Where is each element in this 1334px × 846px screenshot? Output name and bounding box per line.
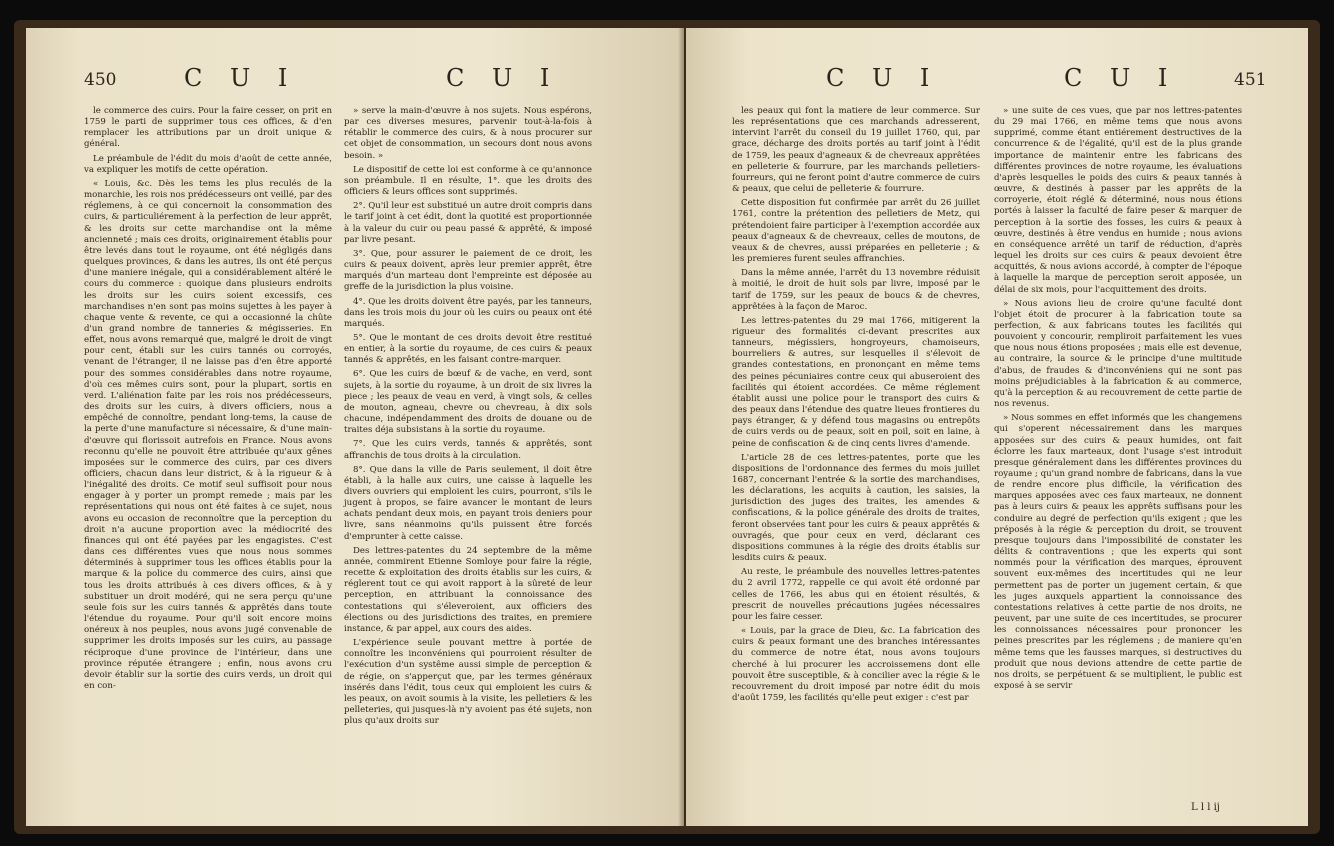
paragraph: « Louis, par la grace de Dieu, &c. La fabrication des cuirs & peaux formant une des branches intéressantes du commerce de notre état, nous avons toujours cherché à lui procurer les accroissemens dont elle pouvoit être susceptible, & à concilier avec la régie & le recouvrement du droit imposé par notre édit du mois d'août 1759, les facilités qu'elle peut exiger : c'est par bbox=[732, 626, 980, 703]
paragraph: les peaux qui font la matiere de leur commerce. Sur les représentations que ces marchands adresserent, intervint l'arrêt du conseil du 19 juillet 1760, qui, par grace, décharge des droits portés au tarif joint à l'édit de 1759, les peaux d'agneaux & de chevreaux apprêtées en pelleterie & fourrure, par les marchands pelletiers-fourreurs, qui ne feront point d'autre commerce de cuirs & peaux, que celui de pelleterie & fourrure. bbox=[732, 106, 980, 195]
left-page-header bbox=[26, 64, 684, 100]
paragraph: » Nous avions lieu de croire qu'une faculté dont l'objet étoit de procurer à la fabrication toute sa perfection, & aux fabricans toutes les facilités qui pouvoient y concourir, rempliroit parfaitement les vues que nous nous étions proposées ; mais elle est devenue, au contraire, la source & le principe d'une multitude d'abus, de fraudes & d'inconvéniens qui ne sont pas moins préjudiciables à la fabrication & au commerce, qu'à la perception & au recouvrement de cette partie de nos revenus. bbox=[994, 298, 1242, 410]
paragraph: Les lettres-patentes du 29 mai 1766, mitigerent la rigueur des formalités ci-devant prescrites aux tanneurs, mégissiers, hongroyeurs, chamoiseurs, bourreliers & autres, sur lesquelles il s'élevoit de grandes contestations, en prononçant en même tems des peines pécuniaires contre ceux qui abuseroient des facilités qui étoient accordées. Ce même réglement établit aussi une police pour le transport des cuirs & des peaux dans l'étendue des quatre lieues frontieres du pays étranger, & y défend tous magasins ou entrepôts de cuirs verds ou de peaux, soit en poil, soit en laine, à peine de confiscation & de cinq cents livres d'amende. bbox=[732, 315, 980, 449]
paragraph: Au reste, le préambule des nouvelles lettres-patentes du 2 avril 1772, rappelle ce qui avoit été ordonné par celles de 1766, les abus qui en étoient résultés, & prescrit de nouvelles précautions jugées nécessaires pour les faire cesser. bbox=[732, 567, 980, 622]
paragraph: 6°. Que les cuirs de bœuf & de vache, en verd, sont sujets, à la sortie du royaume, à un droit de six livres la piece ; les peaux de veau en verd, à vingt sols, & celles de mouton, agneau, chevre ou chevreau, à dix sols chacune, indépendamment des droits de douane ou de traites déja subsistans à la sortie du royaume. bbox=[344, 369, 592, 436]
paragraph: 2°. Qu'il leur est substitué un autre droit compris dans le tarif joint à cet édit, dont la quotité est proportionnée à la valeur du cuir ou peau passé & apprêté, & imposé par livre pesant. bbox=[344, 201, 592, 245]
paragraph: Le préambule de l'édit du mois d'août de cette année, va expliquer les motifs de cette opération. bbox=[84, 153, 332, 175]
paragraph: 3°. Que, pour assurer le paiement de ce droit, les cuirs & peaux doivent, après leur premier apprêt, être marqués d'un marteau dont l'empreinte est déposée au greffe de la jurisdiction la plus voisine. bbox=[344, 248, 592, 293]
column-paragraphs bbox=[994, 106, 1242, 692]
paragraph: » Nous sommes en effet informés que les changemens qui s'operent nécessairement dans les marques apposées sur des cuirs & peaux humides, ont fait éclorre les faux marteaux, dont l'usage s'est introduit presque généralement dans les différentes provinces du royaume ; qu'un grand nombre de fabricans, dans la vue de rendre encore plus difficile, la vérification des marques apposées avec ces faux marteaux, ne donnent pas à leurs cuirs & peaux les apprêts suffisans pour les conduire au degré de perfection qu'ils exigent ; que les préposés à la régie & perception du droit, se trouvent presque toujours dans l'impossibilité de constater les délits & contraventions ; que les experts qui sont nommés pour la vérification des marques, éprouvent souvent eux-mêmes des incertitudes qui ne leur permettent pas de porter un jugement certain, & que les juges auxquels appartient la connoissance des contestations relatives à cette partie de nos droits, ne peuvent, par une suite de ces incertitudes, se procurer les connoissances nécessaires pour prononcer les peines prescrites par les réglemens ; de maniere qu'en même tems que les fausses marques, si destructives du produit que nous devions attendre de cette partie de nos droits, se perpétuent & se multiplient, le public est exposé à se servir bbox=[994, 413, 1242, 691]
paragraph: L'expérience seule pouvant mettre à portée de connoître les inconvéniens qui pourroient résulter de l'exécution d'un systême aussi simple de perception & de régie, on s'apperçut que, par les termes généraux insérés dans l'édit, tous ceux qui emploient les cuirs & les peaux, on avoit soumis à la visite, les pelletiers & les pelleteries, qui jusques-là n'y avoient pas été sujets, non plus qu'aux droits sur bbox=[344, 638, 592, 727]
paragraph: » serve la main-d'œuvre à nos sujets. Nous espérons, par ces diverses mesures, parvenir tout-à-la-fois à rétablir le commerce des cuirs, & à nous procurer sur cet objet de consommation, un secours dont nous avons besoin. » bbox=[344, 106, 592, 161]
text-column bbox=[732, 106, 980, 707]
column-paragraphs bbox=[84, 106, 332, 692]
column-paragraphs bbox=[732, 106, 980, 704]
paragraph: « Louis, &c. Dès les tems les plus reculés de la monarchie, les rois nos prédécesseurs ont veillé, par des réglemens, à ce qui concernoit la consommation des cuirs, & particuliérement à la perfection de leur apprêt, & les droits sur cette marchandise ont la même ancienneté ; mais ces droits, originairement établis pour être levés dans tout le royaume, ont été négligés dans quelques provinces, & dans les autres, ils ont été perçus d'une maniere inégale, qui a considérablement altéré le cours du commerce : quoique dans plusieurs endroits les droits sur les cuirs soient excessifs, ces marchandises n'en sont pas moins sujettes à les payer à chaque vente & revente, ce qui a occasionné la chûte d'un grand nombre de tanneries & mégisseries. En effet, nous avons remarqué que, malgré le droit de vingt pour cent, établi sur les cuirs tannés ou corroyés, venant de l'étranger, il ne laisse pas d'en être apporté pour des sommes considérables dans notre royaume, d'où ces mêmes cuirs sont, pour la plupart, sortis en verd. L'aliénation faite par les rois nos prédécesseurs, des droits sur les cuirs, à divers officiers, nous a empêché de connoître, pendant long-tems, la cause de la perte d'une manufacture si nécessaire, & d'une main-d'œuvre qui florissoit autrefois en France. Nous avons reconnu qu'elle ne pouvoit être attribuée qu'aux gênes imposées sur le commerce des cuirs, par ces divers officiers, chacun dans leur district, & à la rigueur & à l'inégalité des droits. Ce motif seul suffisoit pour nous engager à y porter un prompt remede ; mais par les représentations qui nous ont été faites à ce sujet, nous avons eu occasion de reconnoître que la perception du droit n'a aucune proportion avec la médiocrité des finances qui ont été payées par les engagistes. C'est dans ces différentes vues que nous nous sommes déterminés à supprimer tous les offices établis pour la marque & la police du commerce des cuirs, ainsi que tous les droits attribués à ces divers offices, & à y substituer un droit modéré, qui ne sera perçu qu'une seule fois sur les cuirs tannés & apprêtés dans toute l'étendue du royaume. Pour qu'il soit encore moins onéreux à nos peuples, nous avons jugé convenable de supprimer les droits imposés sur les cuirs, au passage réciproque d'une province de l'intérieur, dans une province réputée étrangere ; enfin, nous avons cru devoir établir sur la sortie des cuirs verds, un droit qui en con- bbox=[84, 178, 332, 691]
page-signature: L l l ij bbox=[1191, 802, 1220, 813]
page-number: 450 bbox=[84, 70, 117, 90]
paragraph: Cette disposition fut confirmée par arrêt du 26 juillet 1761, contre la prétention des pelletiers de Metz, qui prétendoient faire participer à l'exemption accordée aux peaux d'agneaux & de chevreaux, celles de moutons, de veaux & de chevres, aussi préparées en pelleterie ; & les premieres furent seules affranchies. bbox=[732, 198, 980, 265]
text-column bbox=[994, 106, 1242, 695]
running-head: C U I bbox=[1064, 64, 1178, 92]
paragraph: 7°. Que les cuirs verds, tannés & apprêtés, sont affranchis de tous droits à la circulation. bbox=[344, 439, 592, 461]
text-column bbox=[84, 106, 332, 695]
left-page bbox=[26, 28, 684, 826]
paragraph: L'article 28 de ces lettres-patentes, porte que les dispositions de l'ordonnance des fermes du mois juillet 1687, concernant l'entrée & la sortie des marchandises, les déclarations, les acquits à caution, les saisies, la jurisdiction des juges des traites, les amendes & confiscations, & la police générale des droits de traites, feront observées tant pour les cuirs & peaux apprêtés & ouvragés, que pour ceux en verd, déclarant ces dispositions communes à la régie des droits établis sur lesdits cuirs & peaux. bbox=[732, 452, 980, 564]
paragraph: Dans la même année, l'arrêt du 13 novembre réduisit à moitié, le droit de huit sols par livre, imposé par le tarif de 1759, sur les peaux de boucs & de chevres, apprêtées à la façon de Maroc. bbox=[732, 268, 980, 312]
column-paragraphs bbox=[344, 106, 592, 727]
page-number: 451 bbox=[1234, 70, 1267, 90]
running-head: C U I bbox=[446, 64, 560, 92]
paragraph: Le dispositif de cette loi est conforme à ce qu'annonce son préambule. Il en résulte, 1°. que les droits des officiers & leurs offices sont supprimés. bbox=[344, 164, 592, 198]
right-page bbox=[686, 28, 1308, 826]
right-page-header bbox=[686, 64, 1308, 100]
paragraph: Des lettres-patentes du 24 septembre de la même année, commirent Etienne Somloye pour faire la régie, recette & exploitation des droits établis sur les cuirs, & réglerent tout ce qui avoit rapport à la sûreté de leur perception, en attribuant la connoissance des contestations qui s'éleveroient, aux officiers des élections ou des jurisdictions des traites, en premiere instance, & par appel, aux cours des aides. bbox=[344, 545, 592, 634]
paragraph: 4°. Que les droits doivent être payés, par les tanneurs, dans les trois mois du jour où les cuirs ou peaux ont été marqués. bbox=[344, 296, 592, 329]
paragraph: le commerce des cuirs. Pour la faire cesser, on prit en 1759 le parti de supprimer tous ces offices, & d'en remplacer les attributions par un droit unique & général. bbox=[84, 106, 332, 150]
running-head: C U I bbox=[184, 64, 298, 92]
open-book bbox=[14, 20, 1320, 834]
paragraph: » une suite de ces vues, que par nos lettres-patentes du 29 mai 1766, en même tems que nous avons supprimé, comme étant entiérement destructives de la concurrence & de l'égalité, qu'il est de la plus grande importance de maintenir entre les fabricans des différentes provinces de notre royaume, les évaluations d'après lesquelles le poids des cuirs & peaux tannés à œuvre, & destinés à passer par les apprêts de la corroyerie, étoit réglé & déterminé, nous nous étions portés à laisser la faculté de faire peser & marquer de perception à la sortie des fosses, les cuirs & peaux à œuvre, destinés à être vendus en humide ; nous avions en conséquence arrêté un tarif de réduction, d'après lequel les droits sur ces cuirs & peaux devoient être acquittés, & nous avions accordé, à compter de l'époque à laquelle la marque de perception seroit apposée, un délai de six mois, pour l'acquittement des droits. bbox=[994, 106, 1242, 295]
text-column bbox=[344, 106, 592, 730]
paragraph: 8°. Que dans la ville de Paris seulement, il doit être établi, à la halle aux cuirs, une caisse à laquelle les divers ouvriers qui emploient les cuirs, pourront, s'ils le jugent à propos, se faire avancer le montant de leurs achats pendant deux mois, en payant trois deniers pour livre, sans néanmoins qu'ils puissent être forcés d'emprunter à cette caisse. bbox=[344, 464, 592, 542]
running-head: C U I bbox=[826, 64, 940, 92]
paragraph: 5°. Que le montant de ces droits devoit être restitué en entier, à la sortie du royaume, de ces cuirs & peaux tannés & apprêtés, en les faisant contre-marquer. bbox=[344, 332, 592, 366]
